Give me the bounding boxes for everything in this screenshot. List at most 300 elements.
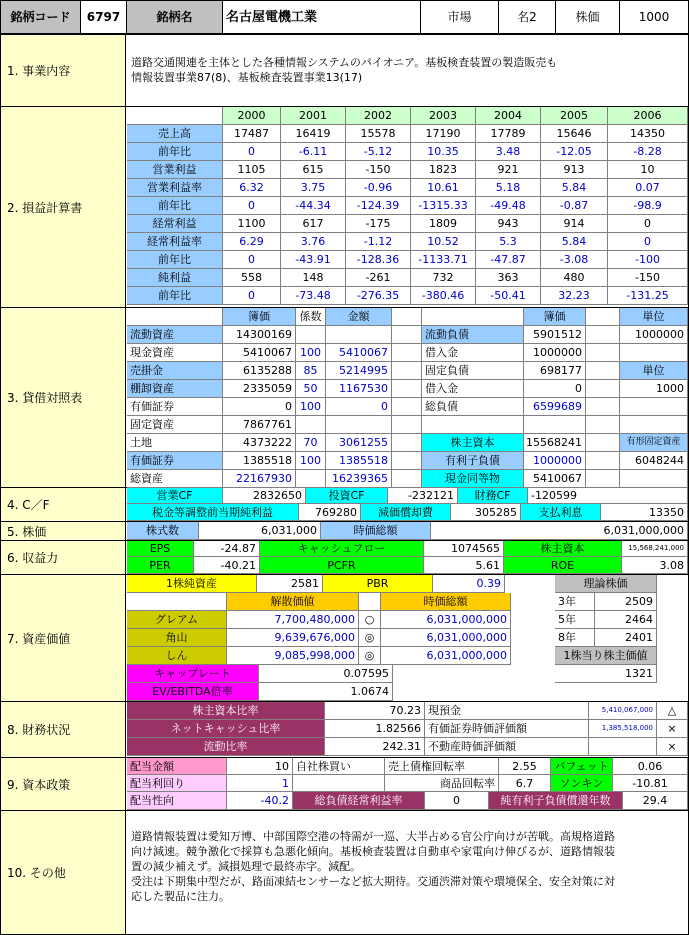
pl-value: 5.3 bbox=[476, 233, 541, 251]
business-text bbox=[131, 55, 557, 85]
section-label: 10. その他 bbox=[1, 811, 126, 934]
fin-value: 1.82566 bbox=[325, 720, 425, 738]
bs-label: 流動資産 bbox=[127, 326, 223, 344]
bs-amount: 5410067 bbox=[326, 344, 392, 362]
bs-value: 6599689 bbox=[524, 398, 586, 416]
pl-value: -128.36 bbox=[346, 251, 411, 269]
asset-method: 角山 bbox=[127, 629, 227, 647]
pl-value: 363 bbox=[476, 269, 541, 287]
cap-value: 10 bbox=[227, 758, 293, 775]
fin-value: 5,410,067,000 bbox=[589, 702, 657, 720]
bs-header: 係数 bbox=[296, 308, 326, 326]
bs-empty bbox=[392, 452, 422, 470]
other-line: 受注は下期集中型だが、路面凍結センサーなど拡大期待。交通渋滞対策や環境保全、安全対策に対 bbox=[131, 875, 615, 888]
pl-value: 14350 bbox=[608, 125, 688, 143]
earn-label: PER bbox=[127, 557, 194, 574]
market-label: 市場 bbox=[421, 1, 499, 34]
pl-row-label: 営業利益率 bbox=[127, 179, 223, 197]
bs-header: 単位 bbox=[620, 362, 688, 380]
pl-value: 1100 bbox=[223, 215, 281, 233]
bs-empty bbox=[586, 362, 620, 380]
pl-value: -3.08 bbox=[541, 251, 608, 269]
asset-value: 9,085,998,000 bbox=[227, 647, 359, 665]
pl-value: 914 bbox=[541, 215, 608, 233]
cap-value: -10.81 bbox=[613, 775, 688, 792]
asset-value: 6,031,000,000 bbox=[381, 629, 511, 647]
pl-value: -6.11 bbox=[281, 143, 346, 161]
pl-value: 0 bbox=[608, 215, 688, 233]
pl-year-header: 2000 bbox=[223, 107, 281, 125]
name-label: 銘柄名 bbox=[127, 1, 223, 34]
pl-row-label: 前年比 bbox=[127, 197, 223, 215]
bs-value: 2335059 bbox=[223, 380, 296, 398]
bs-coef: 100 bbox=[296, 344, 326, 362]
bs-empty bbox=[392, 362, 422, 380]
pl-value: -175 bbox=[346, 215, 411, 233]
fin-mark: × bbox=[657, 738, 688, 756]
fin-label: ネットキャッシュ比率 bbox=[127, 720, 325, 738]
pl-value: 5.84 bbox=[541, 179, 608, 197]
pl-value: -1315.33 bbox=[411, 197, 476, 215]
fin-mark: △ bbox=[657, 702, 688, 720]
cap-label: 売上債権回転率 bbox=[385, 758, 499, 775]
bs-amount: 3061255 bbox=[326, 434, 392, 452]
market-value: 名2 bbox=[499, 1, 556, 34]
bs-empty bbox=[524, 416, 586, 434]
pl-value: 16419 bbox=[281, 125, 346, 143]
pl-value: -100 bbox=[608, 251, 688, 269]
asset-value: 2464 bbox=[595, 611, 657, 629]
earn-value: 1074565 bbox=[424, 541, 504, 557]
cap-label: 自社株買い bbox=[293, 758, 385, 775]
bs-value: 698177 bbox=[524, 362, 586, 380]
pl-value: -5.12 bbox=[346, 143, 411, 161]
bs-label: 借入金 bbox=[422, 380, 524, 398]
section-label: 2. 損益計算書 bbox=[1, 107, 126, 307]
bs-value: 4373222 bbox=[223, 434, 296, 452]
cap-value: 1 bbox=[227, 775, 293, 792]
asset-empty bbox=[359, 593, 381, 611]
cf-label: 税金等調整前当期純利益 bbox=[127, 504, 299, 521]
section-earning bbox=[1, 541, 688, 575]
asset-year: 3年 bbox=[555, 593, 595, 611]
fin-label: 現預金 bbox=[425, 702, 589, 720]
pl-value: 1105 bbox=[223, 161, 281, 179]
pl-value: 0.07 bbox=[608, 179, 688, 197]
pl-value: 1823 bbox=[411, 161, 476, 179]
fin-label: 不動産時価評価額 bbox=[425, 738, 589, 756]
earn-value: -40.21 bbox=[194, 557, 260, 574]
cap-label: 純有利子負債償還年数 bbox=[489, 792, 623, 810]
bs-label: 有形固定資産 bbox=[620, 434, 688, 452]
asset-value: 1321 bbox=[555, 665, 657, 683]
bs-empty bbox=[422, 416, 524, 434]
pl-year-header: 2003 bbox=[411, 107, 476, 125]
pl-value: 617 bbox=[281, 215, 346, 233]
bs-label: 株主資本 bbox=[422, 434, 524, 452]
bs-label: 総負債 bbox=[422, 398, 524, 416]
pl-value: -0.96 bbox=[346, 179, 411, 197]
cf-value: 13350 bbox=[601, 504, 688, 521]
bs-empty bbox=[127, 308, 223, 326]
cf-value: -232121 bbox=[388, 488, 458, 504]
pl-row-label: 経常利益 bbox=[127, 215, 223, 233]
pl-value: 10.52 bbox=[411, 233, 476, 251]
asset-label: EV/EBITDA倍率 bbox=[127, 683, 259, 701]
bs-value: 0 bbox=[223, 398, 296, 416]
pl-row-label: 営業利益 bbox=[127, 161, 223, 179]
asset-method: しん bbox=[127, 647, 227, 665]
bs-empty bbox=[586, 308, 620, 326]
section-label: 4. C／F bbox=[1, 488, 126, 521]
bs-empty bbox=[296, 470, 326, 488]
header-row bbox=[1, 1, 688, 35]
pl-value: 3.76 bbox=[281, 233, 346, 251]
bs-empty bbox=[326, 416, 392, 434]
cf-label: 支払利息 bbox=[521, 504, 601, 521]
bs-empty bbox=[296, 326, 326, 344]
asset-mark: ◎ bbox=[359, 647, 381, 665]
pl-row-label: 経常利益率 bbox=[127, 233, 223, 251]
cap-value: 0.06 bbox=[613, 758, 688, 775]
bs-label: 有利子負債 bbox=[422, 452, 524, 470]
cap-label: 配当金額 bbox=[127, 758, 227, 775]
pl-value: -276.35 bbox=[346, 287, 411, 305]
pl-value: -98.9 bbox=[608, 197, 688, 215]
bs-value: 0 bbox=[524, 380, 586, 398]
asset-empty bbox=[127, 593, 227, 611]
cf-label: 減価償却費 bbox=[361, 504, 451, 521]
bs-value: 7867761 bbox=[223, 416, 296, 434]
pl-value: 558 bbox=[223, 269, 281, 287]
bs-empty bbox=[392, 398, 422, 416]
pl-row-label: 前年比 bbox=[127, 143, 223, 161]
pl-value: -44.34 bbox=[281, 197, 346, 215]
bs-label: 固定資産 bbox=[127, 416, 223, 434]
bs-empty bbox=[586, 434, 620, 452]
business-line: 情報装置事業87(8)、基板検査装置事業13(17) bbox=[131, 71, 363, 84]
bs-coef: 100 bbox=[296, 398, 326, 416]
bs-value: 5410067 bbox=[524, 470, 586, 488]
price-label: 株価 bbox=[556, 1, 620, 34]
pl-value: 10.35 bbox=[411, 143, 476, 161]
bs-value: 1385518 bbox=[223, 452, 296, 470]
section-label: 1. 事業内容 bbox=[1, 35, 126, 106]
bs-value: 1000000 bbox=[524, 344, 586, 362]
company-name: 名古屋電機工業 bbox=[223, 1, 421, 34]
asset-value: 2401 bbox=[595, 629, 657, 647]
asset-mark: ◎ bbox=[359, 629, 381, 647]
asset-value: 0.39 bbox=[433, 575, 505, 593]
pl-value: -12.05 bbox=[541, 143, 608, 161]
cf-label: 財務CF bbox=[458, 488, 528, 504]
bs-empty bbox=[392, 416, 422, 434]
asset-value: 0.07595 bbox=[259, 665, 393, 683]
pl-value: 3.75 bbox=[281, 179, 346, 197]
pl-value: 1809 bbox=[411, 215, 476, 233]
cf-value: 769280 bbox=[299, 504, 361, 521]
bs-empty bbox=[392, 434, 422, 452]
pl-value: 0 bbox=[223, 251, 281, 269]
earn-value: 15,568,241,000 bbox=[622, 541, 688, 557]
pl-value: 921 bbox=[476, 161, 541, 179]
pl-value: 0 bbox=[223, 143, 281, 161]
bs-coef: 85 bbox=[296, 362, 326, 380]
bs-empty bbox=[392, 470, 422, 488]
bs-label: 借入金 bbox=[422, 344, 524, 362]
bs-empty bbox=[620, 398, 688, 416]
cap-value: -40.2 bbox=[227, 792, 293, 810]
section-bs bbox=[1, 308, 688, 488]
section-label: 9. 資本政策 bbox=[1, 758, 126, 810]
pl-value: 17190 bbox=[411, 125, 476, 143]
asset-label: 理論株価 bbox=[555, 575, 657, 593]
pl-value: 17789 bbox=[476, 125, 541, 143]
bs-amount: 0 bbox=[326, 398, 392, 416]
cap-label: バフェット bbox=[551, 758, 613, 775]
bs-empty bbox=[586, 344, 620, 362]
pl-value: -150 bbox=[608, 269, 688, 287]
section-cf bbox=[1, 488, 688, 522]
pl-value: -8.28 bbox=[608, 143, 688, 161]
other-line: 道路情報装置は愛知万博、中部国際空港の特需が一巡、大半占める官公庁向けが苦戦。高規格道路 bbox=[131, 830, 615, 843]
pl-value: -43.91 bbox=[281, 251, 346, 269]
pl-value: 943 bbox=[476, 215, 541, 233]
earn-label: EPS bbox=[127, 541, 194, 557]
bs-label: 固定負債 bbox=[422, 362, 524, 380]
bs-coef: 50 bbox=[296, 380, 326, 398]
bs-amount: 1385518 bbox=[326, 452, 392, 470]
pl-value: 6.29 bbox=[223, 233, 281, 251]
stock-label: 時価総額 bbox=[321, 522, 431, 540]
fin-label: 流動比率 bbox=[127, 738, 325, 756]
cap-label: 総負債経常利益率 bbox=[293, 792, 425, 810]
other-line: 応した製品に注力。 bbox=[131, 890, 230, 903]
asset-label: PBR bbox=[323, 575, 433, 593]
pl-value: 0 bbox=[223, 287, 281, 305]
pl-row-label: 前年比 bbox=[127, 287, 223, 305]
section-label: 7. 資産価値 bbox=[1, 575, 126, 701]
section-capital bbox=[1, 758, 688, 811]
bs-amount: 1167530 bbox=[326, 380, 392, 398]
pl-value: -50.41 bbox=[476, 287, 541, 305]
fin-mark: × bbox=[657, 720, 688, 738]
bs-empty bbox=[586, 398, 620, 416]
pl-row-label: 売上高 bbox=[127, 125, 223, 143]
section-label: 5. 株価 bbox=[1, 522, 126, 540]
cap-value: 6.7 bbox=[499, 775, 551, 792]
section-label: 6. 収益力 bbox=[1, 541, 126, 574]
pl-value: 5.84 bbox=[541, 233, 608, 251]
bs-amount: 5214995 bbox=[326, 362, 392, 380]
pl-row-label: 純利益 bbox=[127, 269, 223, 287]
cap-label: 商品回転率 bbox=[385, 775, 499, 792]
pl-value: 480 bbox=[541, 269, 608, 287]
bs-label: 売掛金 bbox=[127, 362, 223, 380]
bs-value: 5410067 bbox=[223, 344, 296, 362]
pl-row-label: 前年比 bbox=[127, 251, 223, 269]
pl-value: -261 bbox=[346, 269, 411, 287]
bs-empty bbox=[326, 326, 392, 344]
pl-value: -380.46 bbox=[411, 287, 476, 305]
pl-value: 913 bbox=[541, 161, 608, 179]
bs-empty bbox=[586, 326, 620, 344]
bs-header: 単位 bbox=[620, 308, 688, 326]
pl-value: 5.18 bbox=[476, 179, 541, 197]
bs-empty bbox=[620, 470, 688, 488]
pl-value: -124.39 bbox=[346, 197, 411, 215]
bs-label: 現金同等物 bbox=[422, 470, 524, 488]
bs-empty bbox=[422, 308, 524, 326]
section-label: 3. 貸借対照表 bbox=[1, 308, 126, 487]
section-pl bbox=[1, 107, 688, 308]
cap-label: 配当性向 bbox=[127, 792, 227, 810]
bs-empty bbox=[620, 416, 688, 434]
bs-value: 1000000 bbox=[620, 326, 688, 344]
stock-value: 6,031,000,000 bbox=[431, 522, 688, 540]
bs-value: 22167930 bbox=[223, 470, 296, 488]
cf-label: 営業CF bbox=[127, 488, 223, 504]
pl-value: 17487 bbox=[223, 125, 281, 143]
asset-label: 1株当り株主価値 bbox=[555, 647, 657, 665]
bs-value: 5901512 bbox=[524, 326, 586, 344]
bs-empty bbox=[392, 344, 422, 362]
section-asset bbox=[1, 575, 688, 702]
asset-year: 5年 bbox=[555, 611, 595, 629]
bs-empty bbox=[620, 344, 688, 362]
bs-empty bbox=[586, 416, 620, 434]
bs-coef: 100 bbox=[296, 452, 326, 470]
bs-label: 土地 bbox=[127, 434, 223, 452]
pl-value: 0 bbox=[223, 197, 281, 215]
earn-label: 株主資本 bbox=[504, 541, 622, 557]
pl-year-header: 2006 bbox=[608, 107, 688, 125]
code-label: 銘柄コード bbox=[1, 1, 81, 34]
bs-coef: 70 bbox=[296, 434, 326, 452]
bs-empty bbox=[296, 416, 326, 434]
fin-value: 70.23 bbox=[325, 702, 425, 720]
pl-value: 6.32 bbox=[223, 179, 281, 197]
bs-label: 現金資産 bbox=[127, 344, 223, 362]
business-line: 道路交通関連を主体とした各種情報システムのパイオニア。基板検査装置の製造販売も bbox=[131, 56, 558, 69]
cap-label: 配当利回り bbox=[127, 775, 227, 792]
fin-label: 株主資本比率 bbox=[127, 702, 325, 720]
earn-label: キャッシュフロー bbox=[260, 541, 424, 557]
pl-value: 148 bbox=[281, 269, 346, 287]
pl-year-header: 2004 bbox=[476, 107, 541, 125]
pl-value: 3.48 bbox=[476, 143, 541, 161]
other-line: 置の減少補えず。減損処理で最終赤字。減配。 bbox=[131, 860, 362, 873]
pl-value: -1.12 bbox=[346, 233, 411, 251]
bs-label: 流動負債 bbox=[422, 326, 524, 344]
bs-value: 14300169 bbox=[223, 326, 296, 344]
pl-value: 32.23 bbox=[541, 287, 608, 305]
earn-label: ROE bbox=[504, 557, 622, 574]
section-business bbox=[1, 35, 688, 107]
pl-value: 15578 bbox=[346, 125, 411, 143]
asset-header: 時価総額 bbox=[381, 593, 511, 611]
pl-value: 732 bbox=[411, 269, 476, 287]
stock-value: 6,031,000 bbox=[199, 522, 321, 540]
bs-label: 棚卸資産 bbox=[127, 380, 223, 398]
bs-label: 総資産 bbox=[127, 470, 223, 488]
pl-year-header: 2005 bbox=[541, 107, 608, 125]
bs-empty bbox=[392, 380, 422, 398]
asset-mark: ○ bbox=[359, 611, 381, 629]
pl-value: -0.87 bbox=[541, 197, 608, 215]
cf-value: 2832650 bbox=[223, 488, 306, 504]
pl-value: 10 bbox=[608, 161, 688, 179]
section-label: 8. 財務状況 bbox=[1, 702, 126, 757]
pl-corner bbox=[127, 107, 223, 125]
pl-value: 0 bbox=[608, 233, 688, 251]
asset-year: 8年 bbox=[555, 629, 595, 647]
asset-value: 2509 bbox=[595, 593, 657, 611]
other-line: 向け減速。競争激化で採算も急悪化傾向。基板検査装置は自動車や家電向け伸びるが、道路情報装 bbox=[131, 845, 615, 858]
asset-label: キャップレート bbox=[127, 665, 259, 683]
pl-value: 10.61 bbox=[411, 179, 476, 197]
asset-method: グレアム bbox=[127, 611, 227, 629]
asset-label: 1株純資産 bbox=[127, 575, 257, 593]
cap-value: 29.4 bbox=[623, 792, 688, 810]
earn-value: 3.08 bbox=[622, 557, 688, 574]
cap-empty bbox=[293, 775, 385, 792]
asset-value: 6,031,000,000 bbox=[381, 611, 511, 629]
pl-value: -131.25 bbox=[608, 287, 688, 305]
asset-value: 9,639,676,000 bbox=[227, 629, 359, 647]
cap-label: ソンキン bbox=[551, 775, 613, 792]
other-text bbox=[131, 829, 686, 904]
bs-header: 金額 bbox=[326, 308, 392, 326]
fin-value: 1,385,518,000 bbox=[589, 720, 657, 738]
asset-value: 7,700,480,000 bbox=[227, 611, 359, 629]
bs-label: 有価証券 bbox=[127, 452, 223, 470]
bs-header: 簿価 bbox=[524, 308, 586, 326]
asset-value: 2581 bbox=[257, 575, 323, 593]
code-value: 6797 bbox=[81, 1, 127, 34]
cap-value: 0 bbox=[425, 792, 489, 810]
pl-year-header: 2001 bbox=[281, 107, 346, 125]
cap-value: 2.55 bbox=[499, 758, 551, 775]
asset-header: 解散価値 bbox=[227, 593, 359, 611]
bs-empty bbox=[586, 380, 620, 398]
fin-label: 有価証券時価評価額 bbox=[425, 720, 589, 738]
bs-value: 15568241 bbox=[524, 434, 586, 452]
price-value: 1000 bbox=[620, 1, 688, 34]
pl-value: -150 bbox=[346, 161, 411, 179]
earn-label: PCFR bbox=[260, 557, 424, 574]
section-other bbox=[1, 811, 688, 934]
bs-label: 有価証券 bbox=[127, 398, 223, 416]
asset-value: 6,031,000,000 bbox=[381, 647, 511, 665]
asset-value: 1.0674 bbox=[259, 683, 393, 701]
pl-value: -47.87 bbox=[476, 251, 541, 269]
bs-amount: 16239365 bbox=[326, 470, 392, 488]
section-finance bbox=[1, 702, 688, 758]
stock-label: 株式数 bbox=[127, 522, 199, 540]
cf-value: 305285 bbox=[451, 504, 521, 521]
fin-value bbox=[589, 738, 657, 756]
cf-label: 投資CF bbox=[306, 488, 388, 504]
earn-value: -24.87 bbox=[194, 541, 260, 557]
pl-value: -49.48 bbox=[476, 197, 541, 215]
bs-header: 簿価 bbox=[223, 308, 296, 326]
earn-value: 5.61 bbox=[424, 557, 504, 574]
pl-value: 615 bbox=[281, 161, 346, 179]
pl-value: -1133.71 bbox=[411, 251, 476, 269]
fin-value: 242.31 bbox=[325, 738, 425, 756]
pl-value: 15646 bbox=[541, 125, 608, 143]
